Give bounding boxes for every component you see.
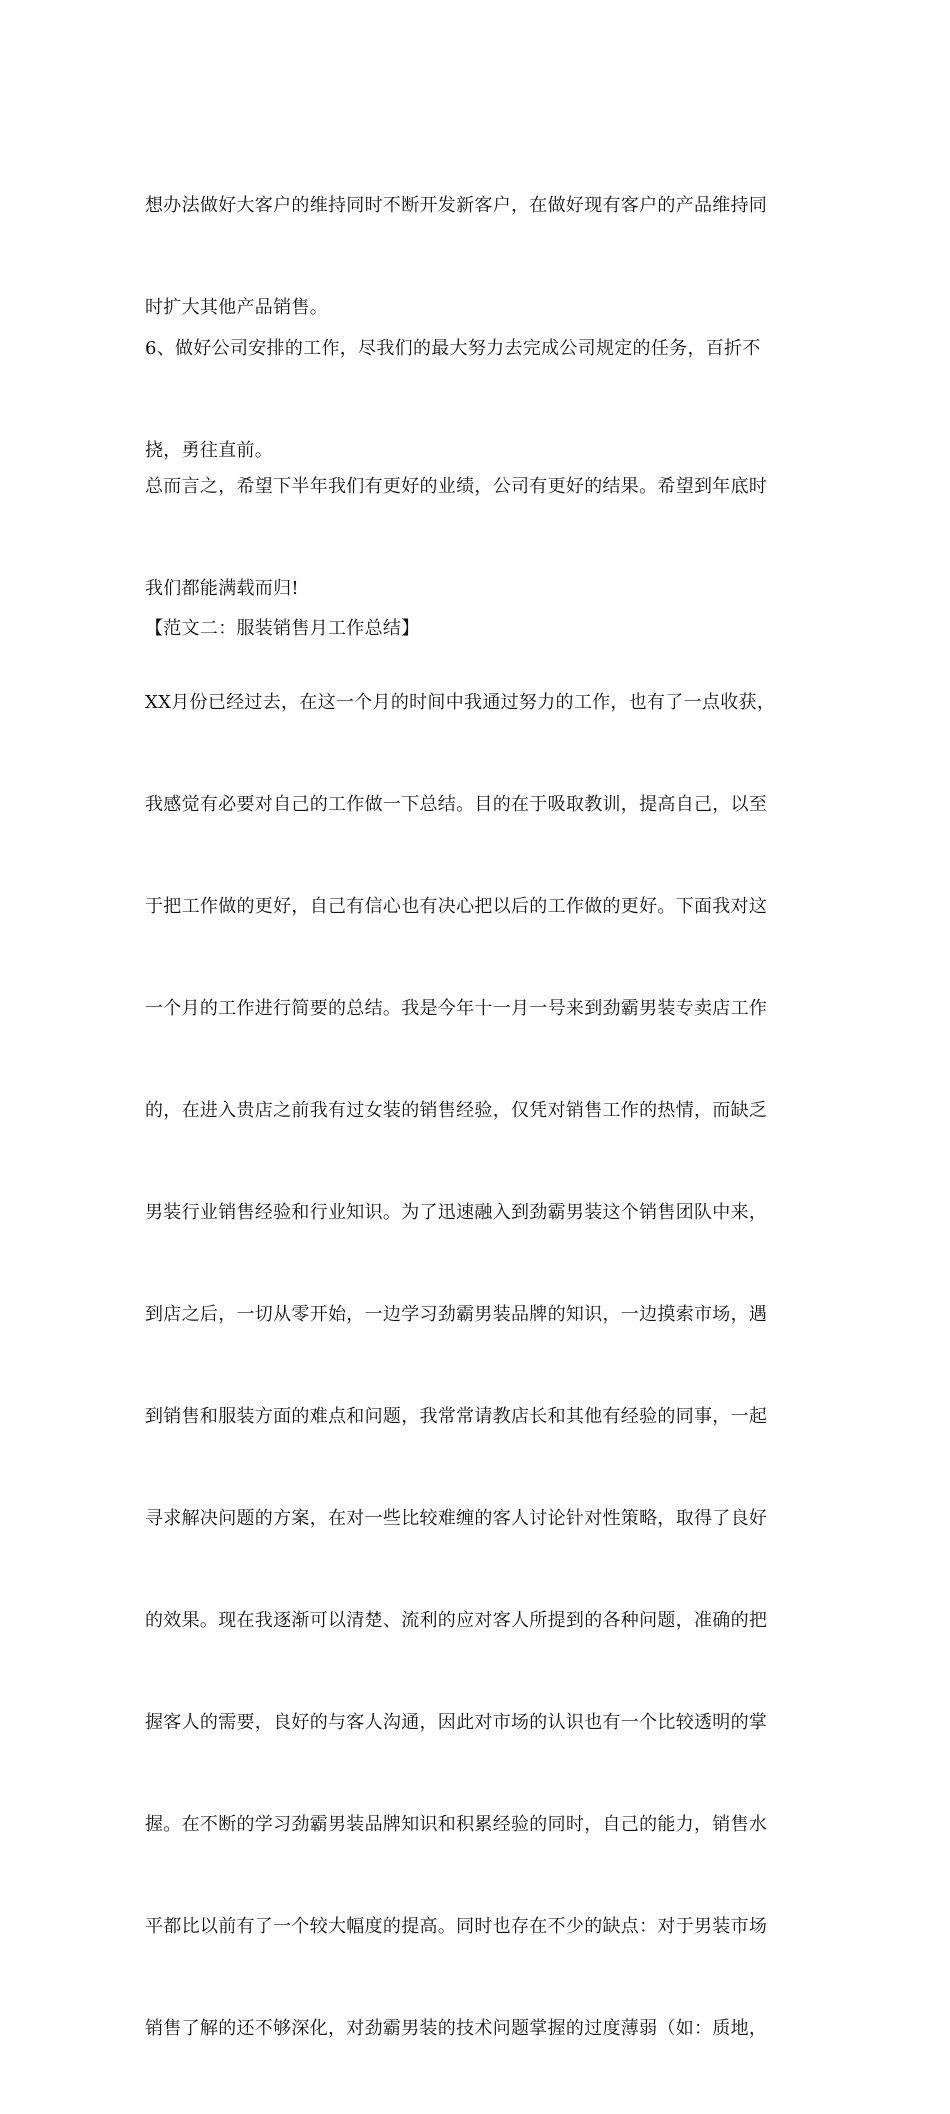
paragraph-line: 男装行业销售经验和行业知识。为了迅速融入到劲霸男装这个销售团队中来， [145,1202,768,1223]
paragraph-line: 总而言之，希望下半年我们有更好的业绩，公司有更好的结果。希望到年底时 [145,476,768,497]
paragraph-line: 6、做好公司安排的工作，尽我们的最大努力去完成公司规定的任务，百折不 [145,338,761,359]
paragraph-line: 一个月的工作进行简要的总结。我是今年十一月一号来到劲霸男装专卖店工作 [145,998,768,1019]
paragraph-line: XX月份已经过去，在这一个月的时间中我通过努力的工作，也有了一点收获， [145,692,776,713]
paragraph-line: 于把工作做的更好，自己有信心也有决心把以后的工作做的更好。下面我对这 [145,896,768,917]
paragraph-line: 到销售和服装方面的难点和问题，我常常请教店长和其他有经验的同事，一起 [145,1406,768,1427]
paragraph-monthly-summary [145,618,810,2114]
paragraph-line: 挠，勇往直前。 [145,440,274,461]
paragraph-line: 握。在不断的学习劲霸男装品牌知识和积累经验的同时，自己的能力，销售水 [145,1814,768,1835]
paragraph-line: 时扩大其他产品销售。 [145,297,328,318]
paragraph-line: 平都比以前有了一个较大幅度的提高。同时也存在不少的缺点：对于男装市场 [145,1916,768,1937]
paragraph-line: 握客人的需要，良好的与客人沟通，因此对市场的认识也有一个比较透明的掌 [145,1712,768,1733]
paragraph-line: 的效果。现在我逐渐可以清楚、流利的应对客人所提到的各种问题，准确的把 [145,1610,768,1631]
paragraph-line: 销售了解的还不够深化，对劲霸男装的技术问题掌握的过度薄弱（如：质地， [145,2018,768,2039]
paragraph-line: 我感觉有必要对自己的工作做一下总结。目的在于吸取教训，提高自己，以至 [145,794,768,815]
heading-text: 【范文二：服装销售月工作总结】 [145,618,420,639]
paragraph-line: 的，在进入贵店之前我有过女装的销售经验，仅凭对销售工作的热情，而缺乏 [145,1100,768,1121]
paragraph-line: 想办法做好大客户的维持同时不断开发新客户，在做好现有客户的产品维持同 [145,195,768,216]
paragraph-line: 到店之后，一切从零开始，一边学习劲霸男装品牌的知识，一边摸索市场，遇 [145,1304,768,1325]
paragraph-line: 寻求解决问题的方案，在对一些比较难缠的客人讨论针对性策略，取得了良好 [145,1508,768,1529]
paragraph-line: 我们都能满载而归! [145,578,299,599]
